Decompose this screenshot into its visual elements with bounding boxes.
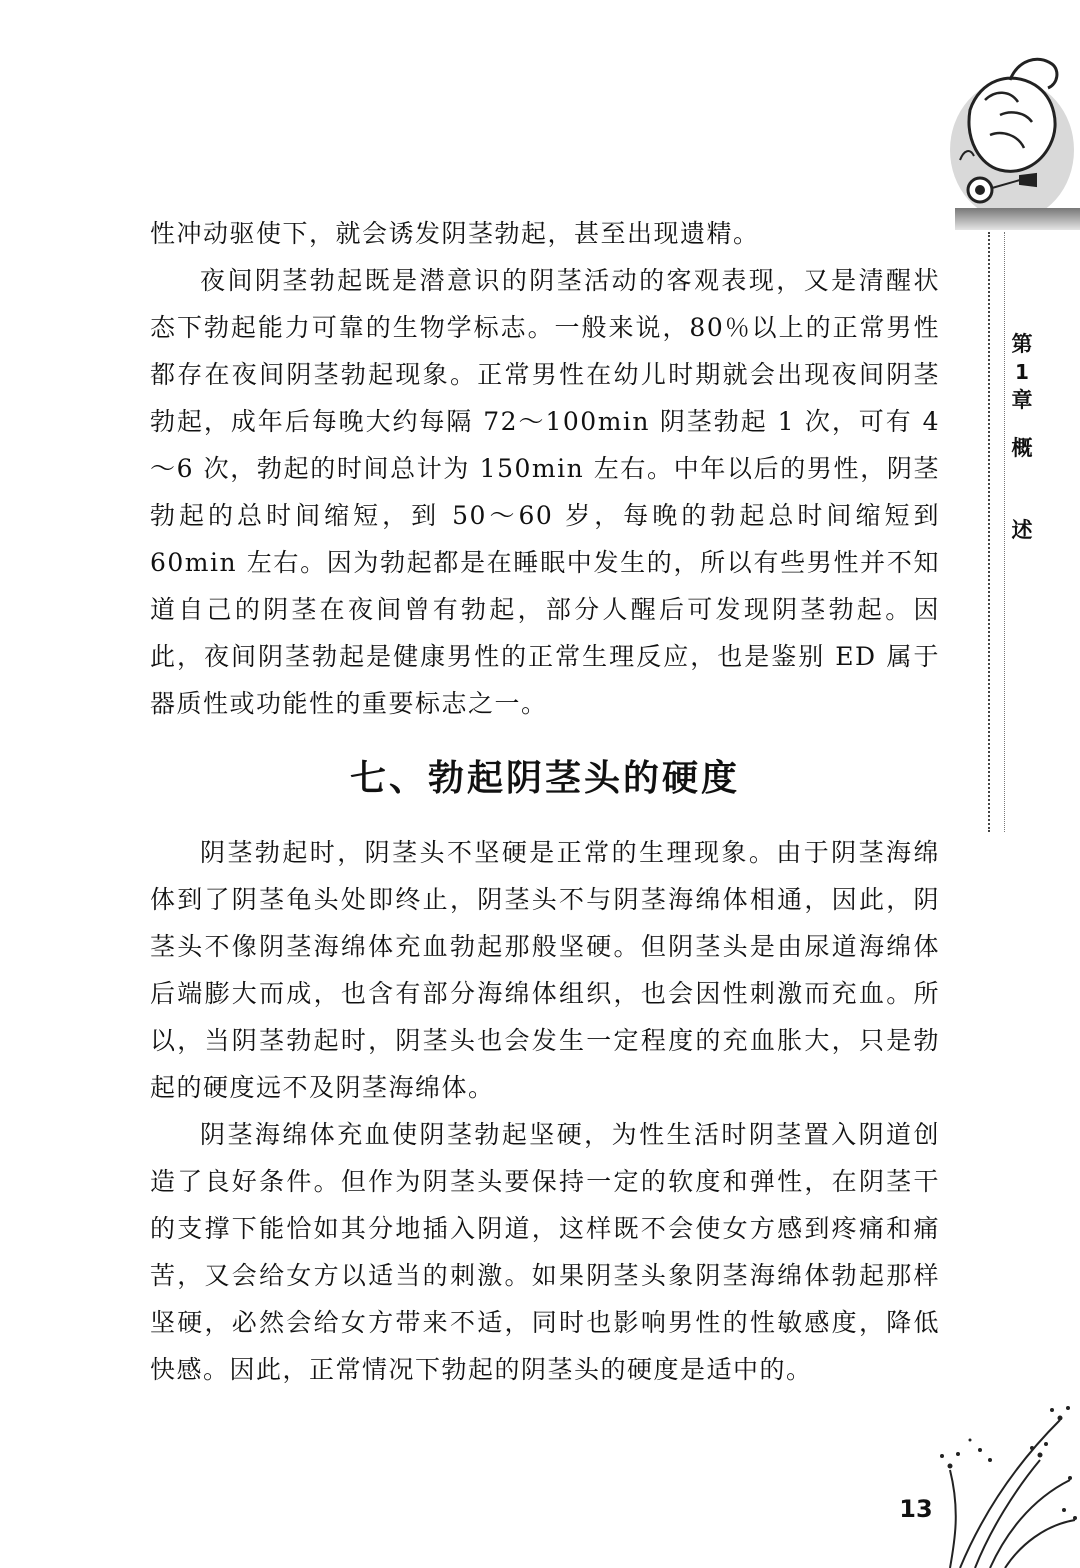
body-paragraph: 性冲动驱使下，就会诱发阴茎勃起，甚至出现遗精。 [150, 219, 760, 248]
chapter-tab [1002, 330, 1042, 544]
section-heading: 七、勃起阴茎头的硬度 [349, 758, 740, 799]
body-paragraph: 阴茎海绵体充血使阴茎勃起坚硬，为性生活时阴茎置入阴道创造了良好条件。但作为阴茎头要保持一定的软度和弹性，在阴茎干的支撑下能恰如其分地插入阴道，这样既不会使女方感到疼痛和痛苦，又会给女方以适当的刺激。如果阴茎头象阴茎海绵体勃起那样坚硬，必然会给女方带来不适，同时也影响男性的性敏感度，降低快感。因此，正常情况下勃起的阴茎头的硬度是适中的。 [150, 1120, 940, 1384]
chapter-number: 1 [1015, 360, 1029, 384]
chapter-title-char-2: 述 [1011, 518, 1033, 542]
muscle-figure-illustration-icon [940, 40, 1080, 210]
margin-dotted-rule [988, 232, 992, 832]
body-paragraph: 夜间阴茎勃起既是潜意识的阴茎活动的客观表现，又是清醒状态下勃起能力可靠的生物学标志。一般来说，80％以上的正常男性都存在夜间阴茎勃起现象。正常男性在幼儿时期就会出现夜间阴茎勃起，成年后每晚大约每隔 72～100min 阴茎勃起 1 次，可有 4～6 次，勃起的时间总计为 150min 左右。中年以后的男性，阴茎勃起的总时间缩短，到 50～60 岁，每晚的勃起总时间缩短到 60min 左右。因为勃起都是在睡眠中发生的，所以有些男性并不知道自己的阴茎在夜间曾有勃起，部分人醒后可发现阴茎勃起。因此，夜间阴茎勃起是健康男性的正常生理反应，也是鉴别 ED 属于器质性或功能性的重要标志之一。 [150, 266, 940, 718]
chapter-suffix: 章 [1011, 388, 1033, 412]
main-text-column [150, 210, 940, 1393]
body-paragraph: 阴茎勃起时，阴茎头不坚硬是正常的生理现象。由于阴茎海绵体到了阴茎龟头处即终止，阴茎头不与阴茎海绵体相通，因此，阴茎头不像阴茎海绵体充血勃起那般坚硬。但阴茎头是由尿道海绵体后端膨大而成，也含有部分海绵体组织，也会因性刺激而充血。所以，当阴茎勃起时，阴茎头也会发生一定程度的充血胀大，只是勃起的硬度远不及阴茎海绵体。 [150, 838, 940, 1102]
page-number: 13 [899, 1495, 933, 1523]
chapter-word: 第 [1011, 332, 1033, 356]
chapter-bar-decoration [955, 208, 1080, 230]
chapter-title-char-1: 概 [1011, 436, 1033, 460]
grass-sprig-illustration-icon [920, 1360, 1080, 1568]
